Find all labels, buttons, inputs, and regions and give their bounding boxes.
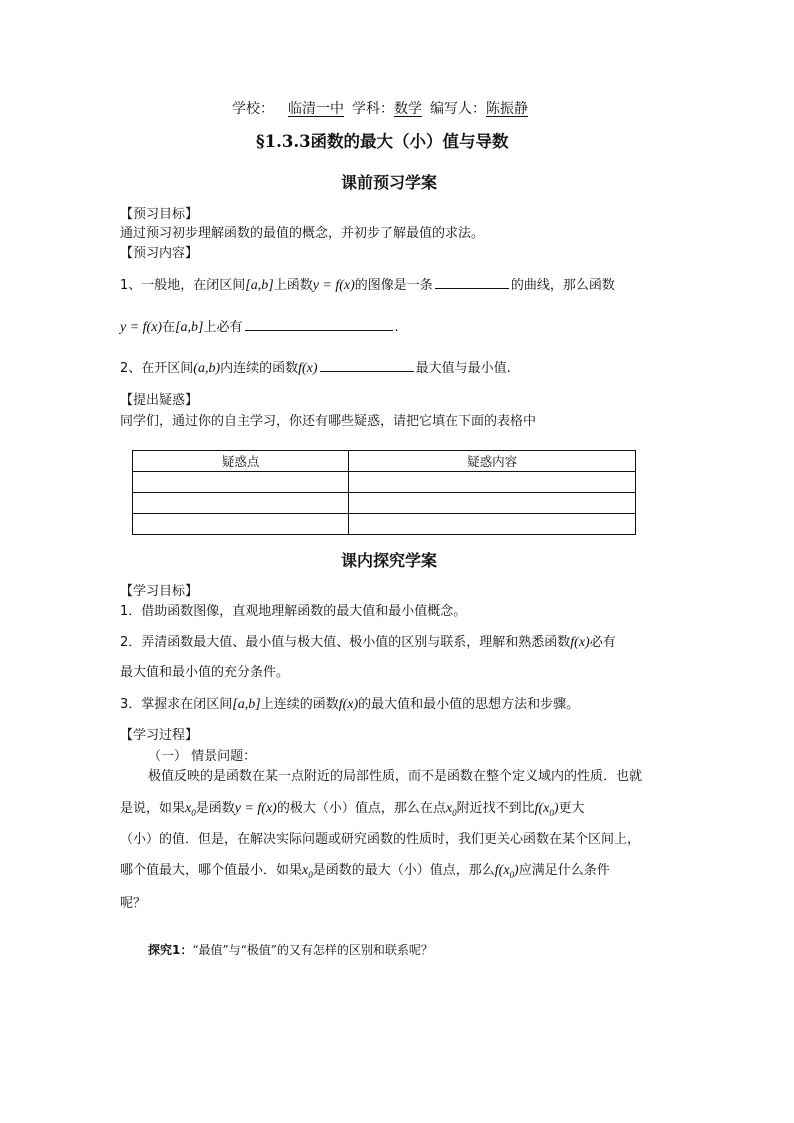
doubt-table	[132, 450, 636, 535]
function-expr: y = f(x)	[312, 278, 355, 293]
explore-1-text: “最值”与“极值”的又有怎样的区别和联系呢？	[192, 943, 433, 957]
table-cell[interactable]	[133, 514, 349, 535]
table-cell[interactable]	[133, 472, 349, 493]
learning-goal-label: 【学习目标】	[120, 584, 199, 599]
explore-1	[148, 941, 433, 958]
paragraph-line-3: （小）的值．但是，在解决实际问题或研究函数的性质时，我们更关心函数在某个区间上，	[120, 832, 641, 847]
table-cell[interactable]	[133, 493, 349, 514]
function-expr: y = f(x)	[234, 801, 277, 816]
author-value: 陈振静	[486, 101, 528, 117]
learning-goal-2-cont: 最大值和最小值的充分条件。	[120, 665, 290, 680]
interval-open: (a,b)	[193, 361, 221, 376]
author-label: 编写人：	[430, 101, 486, 117]
table-cell[interactable]	[349, 514, 636, 535]
learning-goal-1: 1．借助函数图像，直观地理解函数的最大值和最小值概念。	[120, 604, 467, 619]
x0-symbol: $x_0$	[185, 801, 196, 818]
x0-symbol: $x_0$	[302, 863, 313, 880]
function-expr: y = f(x)	[120, 320, 163, 335]
interval-closed: [a,b]	[175, 320, 204, 335]
table-row	[133, 472, 636, 493]
f-x0-expr: $f(x_0)$	[494, 863, 519, 880]
fill-blank[interactable]	[435, 276, 509, 289]
explore-1-label: 探究1：	[148, 943, 193, 957]
table-header: 疑惑内容	[349, 451, 636, 472]
fx-expr: f(x)	[570, 635, 590, 650]
fx-expr: f(x)	[338, 697, 359, 712]
preview-content-label: 【预习内容】	[120, 246, 199, 261]
preview-item-2: 2、在开区间(a,b)内连续的函数f(x) 最大值与最小值.	[120, 361, 511, 376]
interval-closed: [a,b]	[245, 278, 274, 293]
subject-label: 学科：	[352, 101, 394, 117]
scene-label: （一） 情景问题：	[148, 749, 257, 764]
process-label: 【学习过程】	[120, 728, 199, 743]
fill-blank[interactable]	[245, 318, 393, 331]
preview-goal-label: 【预习目标】	[120, 207, 199, 222]
paragraph-line-1: 极值反映的是函数在某一点附近的局部性质，而不是函数在整个定义域内的性质．也就	[148, 769, 643, 784]
table-cell[interactable]	[349, 493, 636, 514]
table-cell[interactable]	[349, 472, 636, 493]
preview-goal-text: 通过预习初步理解函数的最值的概念，并初步了解最值的求法。	[120, 226, 485, 241]
paragraph-line-5: 呢？	[120, 896, 147, 911]
header-line	[232, 98, 528, 118]
table-row	[133, 493, 636, 514]
table-header-row	[133, 451, 636, 472]
school-value: 临清一中	[288, 101, 344, 117]
f-x0-expr: $f(x_0)$	[534, 801, 559, 818]
subject-value: 数学	[394, 101, 422, 117]
learning-goal-2: 2．弄清函数最大值、最小值与极大值、极小值的区别与联系，理解和熟悉函数f(x)必有	[120, 635, 616, 650]
fx-expr: f(x)	[298, 361, 318, 376]
doubt-label: 【提出疑惑】	[120, 393, 199, 408]
learning-goal-3: 3．掌握求在闭区间[a,b]上连续的函数f(x)的最大值和最小值的思想方法和步骤。	[120, 697, 580, 712]
x0-symbol: $x_0$	[445, 801, 457, 818]
interval-closed: [a,b]	[232, 697, 261, 712]
table-header: 疑惑点	[133, 451, 349, 472]
preview-item-1-cont: y = f(x)在[a,b]上必有 .	[120, 320, 399, 335]
in-class-heading: 课内探究学案	[341, 551, 438, 570]
doubt-text: 同学们，通过你的自主学习，你还有哪些疑惑，请把它填在下面的表格中	[120, 414, 537, 429]
fill-blank[interactable]	[320, 359, 414, 372]
preview-item-1: 1、一般地，在闭区间[a,b]上函数y = f(x)的图像是一条 的曲线，那么函数	[120, 278, 615, 293]
paragraph-line-4: 哪个值最大，哪个值最小．如果$x_0$是函数的最大（小）值点，那么$f(x_0)$应满足什么条件	[120, 863, 610, 880]
pre-class-heading: 课前预习学案	[341, 173, 438, 192]
page-title: §1.3.3函数的最大（小）值与导数	[256, 132, 509, 151]
table-row	[133, 514, 636, 535]
paragraph-line-2: 是说，如果$x_0$是函数y = f(x)的极大（小）值点，那么在点$x_0$附近找不到比$f(x_0)$更大	[120, 801, 585, 818]
school-label: 学校：	[232, 101, 274, 117]
